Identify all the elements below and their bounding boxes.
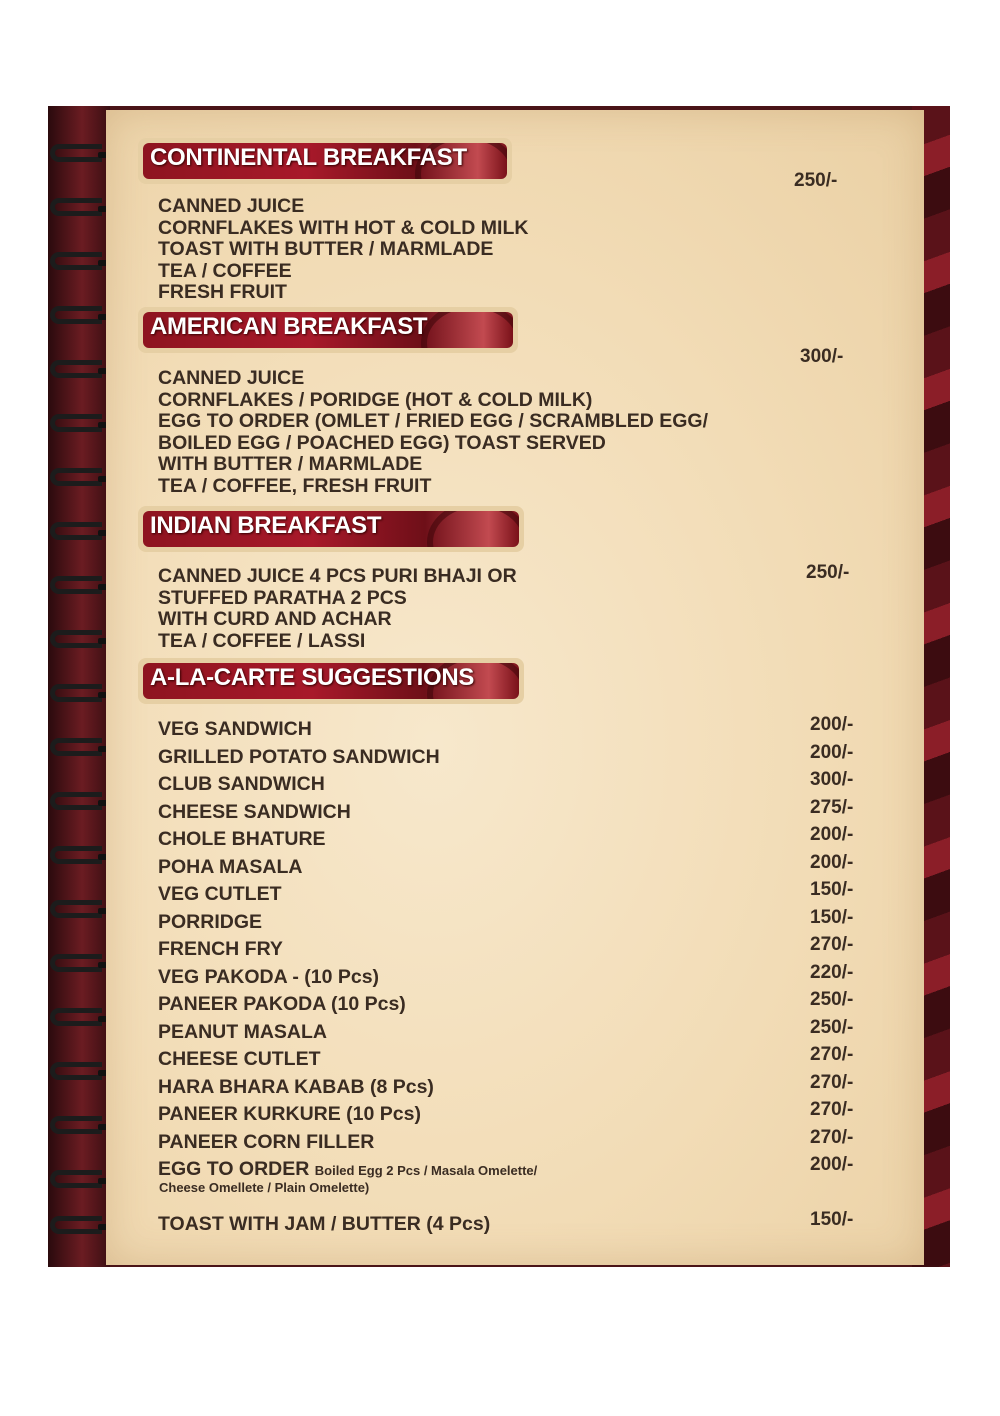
spiral-ring [50, 1170, 102, 1188]
item-price: 250/- [810, 1016, 854, 1038]
item-name: PANEER KURKURE (10 Pcs) [158, 1103, 421, 1125]
description-line: EGG TO ORDER (OMLET / FRIED EGG / SCRAMBLED EGG/ [158, 410, 708, 433]
description-line: CANNED JUICE [158, 367, 305, 389]
spiral-ring [50, 360, 102, 378]
section-american-breakfast [138, 307, 518, 353]
item-price: 200/- [810, 1154, 854, 1175]
description-line: CANNED JUICE 4 PCS PURI BHAJI OR [158, 565, 517, 587]
item-name: CHEESE CUTLET [158, 1048, 321, 1070]
menu-item [158, 1016, 868, 1049]
item-name: PEANUT MASALA [158, 1020, 327, 1043]
section-description [158, 566, 517, 652]
spiral-ring [50, 954, 102, 972]
menu-item [158, 1044, 868, 1076]
description-line: STUFFED PARATHA 2 PCS [158, 586, 407, 609]
menu-item [158, 741, 868, 774]
menu-item [158, 1154, 868, 1202]
description-line: CORNFLAKES WITH HOT & COLD MILK [158, 216, 529, 239]
description-line: TEA / COFFEE / LASSI [158, 629, 366, 652]
item-name: VEG PAKODA - (10 Pcs) [158, 965, 380, 988]
item-name: CHOLE BHATURE [158, 828, 326, 850]
item-price: 150/- [810, 1209, 854, 1230]
menu-item [158, 714, 868, 746]
item-name [158, 1158, 537, 1181]
item-name: PANEER PAKODA (10 Pcs) [158, 993, 406, 1015]
item-price: 270/- [810, 1126, 854, 1148]
section-title: CONTINENTAL BREAKFAST [150, 144, 467, 171]
item-detail: Boiled Egg 2 Pcs / Masala Omelette/ [314, 1163, 538, 1178]
section-a-la-carte [138, 658, 524, 704]
section-price: 250/- [794, 170, 838, 191]
item-price: 250/- [810, 989, 854, 1010]
description-line: CANNED JUICE [158, 195, 305, 217]
spiral-ring [50, 684, 102, 702]
description-line: CORNFLAKES / PORIDGE (HOT & COLD MILK) [158, 388, 593, 411]
description-line: WITH BUTTER / MARMLADE [158, 453, 423, 476]
menu-item [158, 1209, 868, 1241]
menu-item [158, 906, 868, 939]
item-name: CLUB SANDWICH [158, 773, 325, 795]
description-line: TEA / COFFEE, FRESH FRUIT [158, 474, 432, 497]
section-title: INDIAN BREAKFAST [150, 512, 382, 539]
menu-item [158, 851, 868, 884]
spiral-ring [50, 306, 102, 324]
spiral-ring [50, 198, 102, 216]
menu-item [158, 934, 868, 966]
menu-page [106, 110, 924, 1265]
item-price: 270/- [810, 1044, 854, 1065]
spiral-ring [50, 1008, 102, 1026]
item-price: 200/- [810, 851, 854, 873]
item-name: VEG CUTLET [158, 883, 282, 905]
item-price: 200/- [810, 714, 854, 735]
item-price: 150/- [810, 906, 854, 928]
item-name: PANEER CORN FILLER [158, 1130, 375, 1153]
item-price: 275/- [810, 796, 854, 818]
spiral-ring [50, 1116, 102, 1134]
spiral-ring [50, 846, 102, 864]
spiral-ring [50, 630, 102, 648]
item-name: HARA BHARA KABAB (8 Pcs) [158, 1075, 434, 1098]
item-name: PORRIDGE [158, 910, 263, 933]
item-detail-line2: Cheese Omellete / Plain Omelette) [159, 1180, 370, 1195]
item-price: 270/- [810, 1099, 854, 1120]
spiral-ring [50, 144, 102, 162]
item-name: GRILLED POTATO SANDWICH [158, 745, 440, 768]
menu-item [158, 1126, 868, 1159]
item-price: 150/- [810, 879, 854, 900]
spiral-ring [50, 252, 102, 270]
description-line: TEA / COFFEE [158, 259, 292, 282]
menu-item [158, 989, 868, 1021]
menu-item [158, 1071, 868, 1104]
menu-item [158, 769, 868, 801]
section-title: AMERICAN BREAKFAST [150, 313, 428, 340]
item-name: TOAST WITH JAM / BUTTER (4 Pcs) [158, 1213, 491, 1235]
description-line: TOAST WITH BUTTER / MARMLADE [158, 238, 494, 261]
item-name: POHA MASALA [158, 855, 303, 878]
description-line: BOILED EGG / POACHED EGG) TOAST SERVED [158, 431, 606, 454]
section-continental-breakfast [138, 138, 512, 184]
item-price: 270/- [810, 1071, 854, 1093]
spiral-ring [50, 1216, 102, 1234]
section-description [158, 196, 528, 304]
item-name-text: EGG TO ORDER [158, 1158, 310, 1180]
item-price: 200/- [810, 741, 854, 763]
item-name: CHEESE SANDWICH [158, 800, 351, 823]
spiral-ring [50, 738, 102, 756]
spiral-ring [50, 576, 102, 594]
menu-item [158, 1099, 868, 1131]
item-name: FRENCH FRY [158, 938, 283, 960]
menu-item [158, 796, 868, 829]
spiral-ring [50, 1062, 102, 1080]
section-price: 300/- [800, 346, 844, 367]
item-price: 220/- [810, 961, 854, 983]
section-price: 250/- [806, 562, 850, 583]
menu-photo [48, 106, 950, 1267]
description-line: FRESH FRUIT [158, 281, 287, 304]
menu-item [158, 961, 868, 994]
menu-item [158, 824, 868, 856]
spiral-ring [50, 414, 102, 432]
section-indian-breakfast [138, 506, 524, 552]
description-line: WITH CURD AND ACHAR [158, 608, 392, 631]
item-name: VEG SANDWICH [158, 718, 312, 740]
spiral-ring [50, 792, 102, 810]
spiral-ring [50, 522, 102, 540]
item-price: 270/- [810, 934, 854, 955]
spiral-ring [50, 468, 102, 486]
menu-item [158, 879, 868, 911]
item-price: 300/- [810, 769, 854, 790]
section-title: A-LA-CARTE SUGGESTIONS [150, 664, 475, 691]
section-description [158, 368, 708, 498]
item-price: 200/- [810, 824, 854, 845]
spiral-ring [50, 900, 102, 918]
